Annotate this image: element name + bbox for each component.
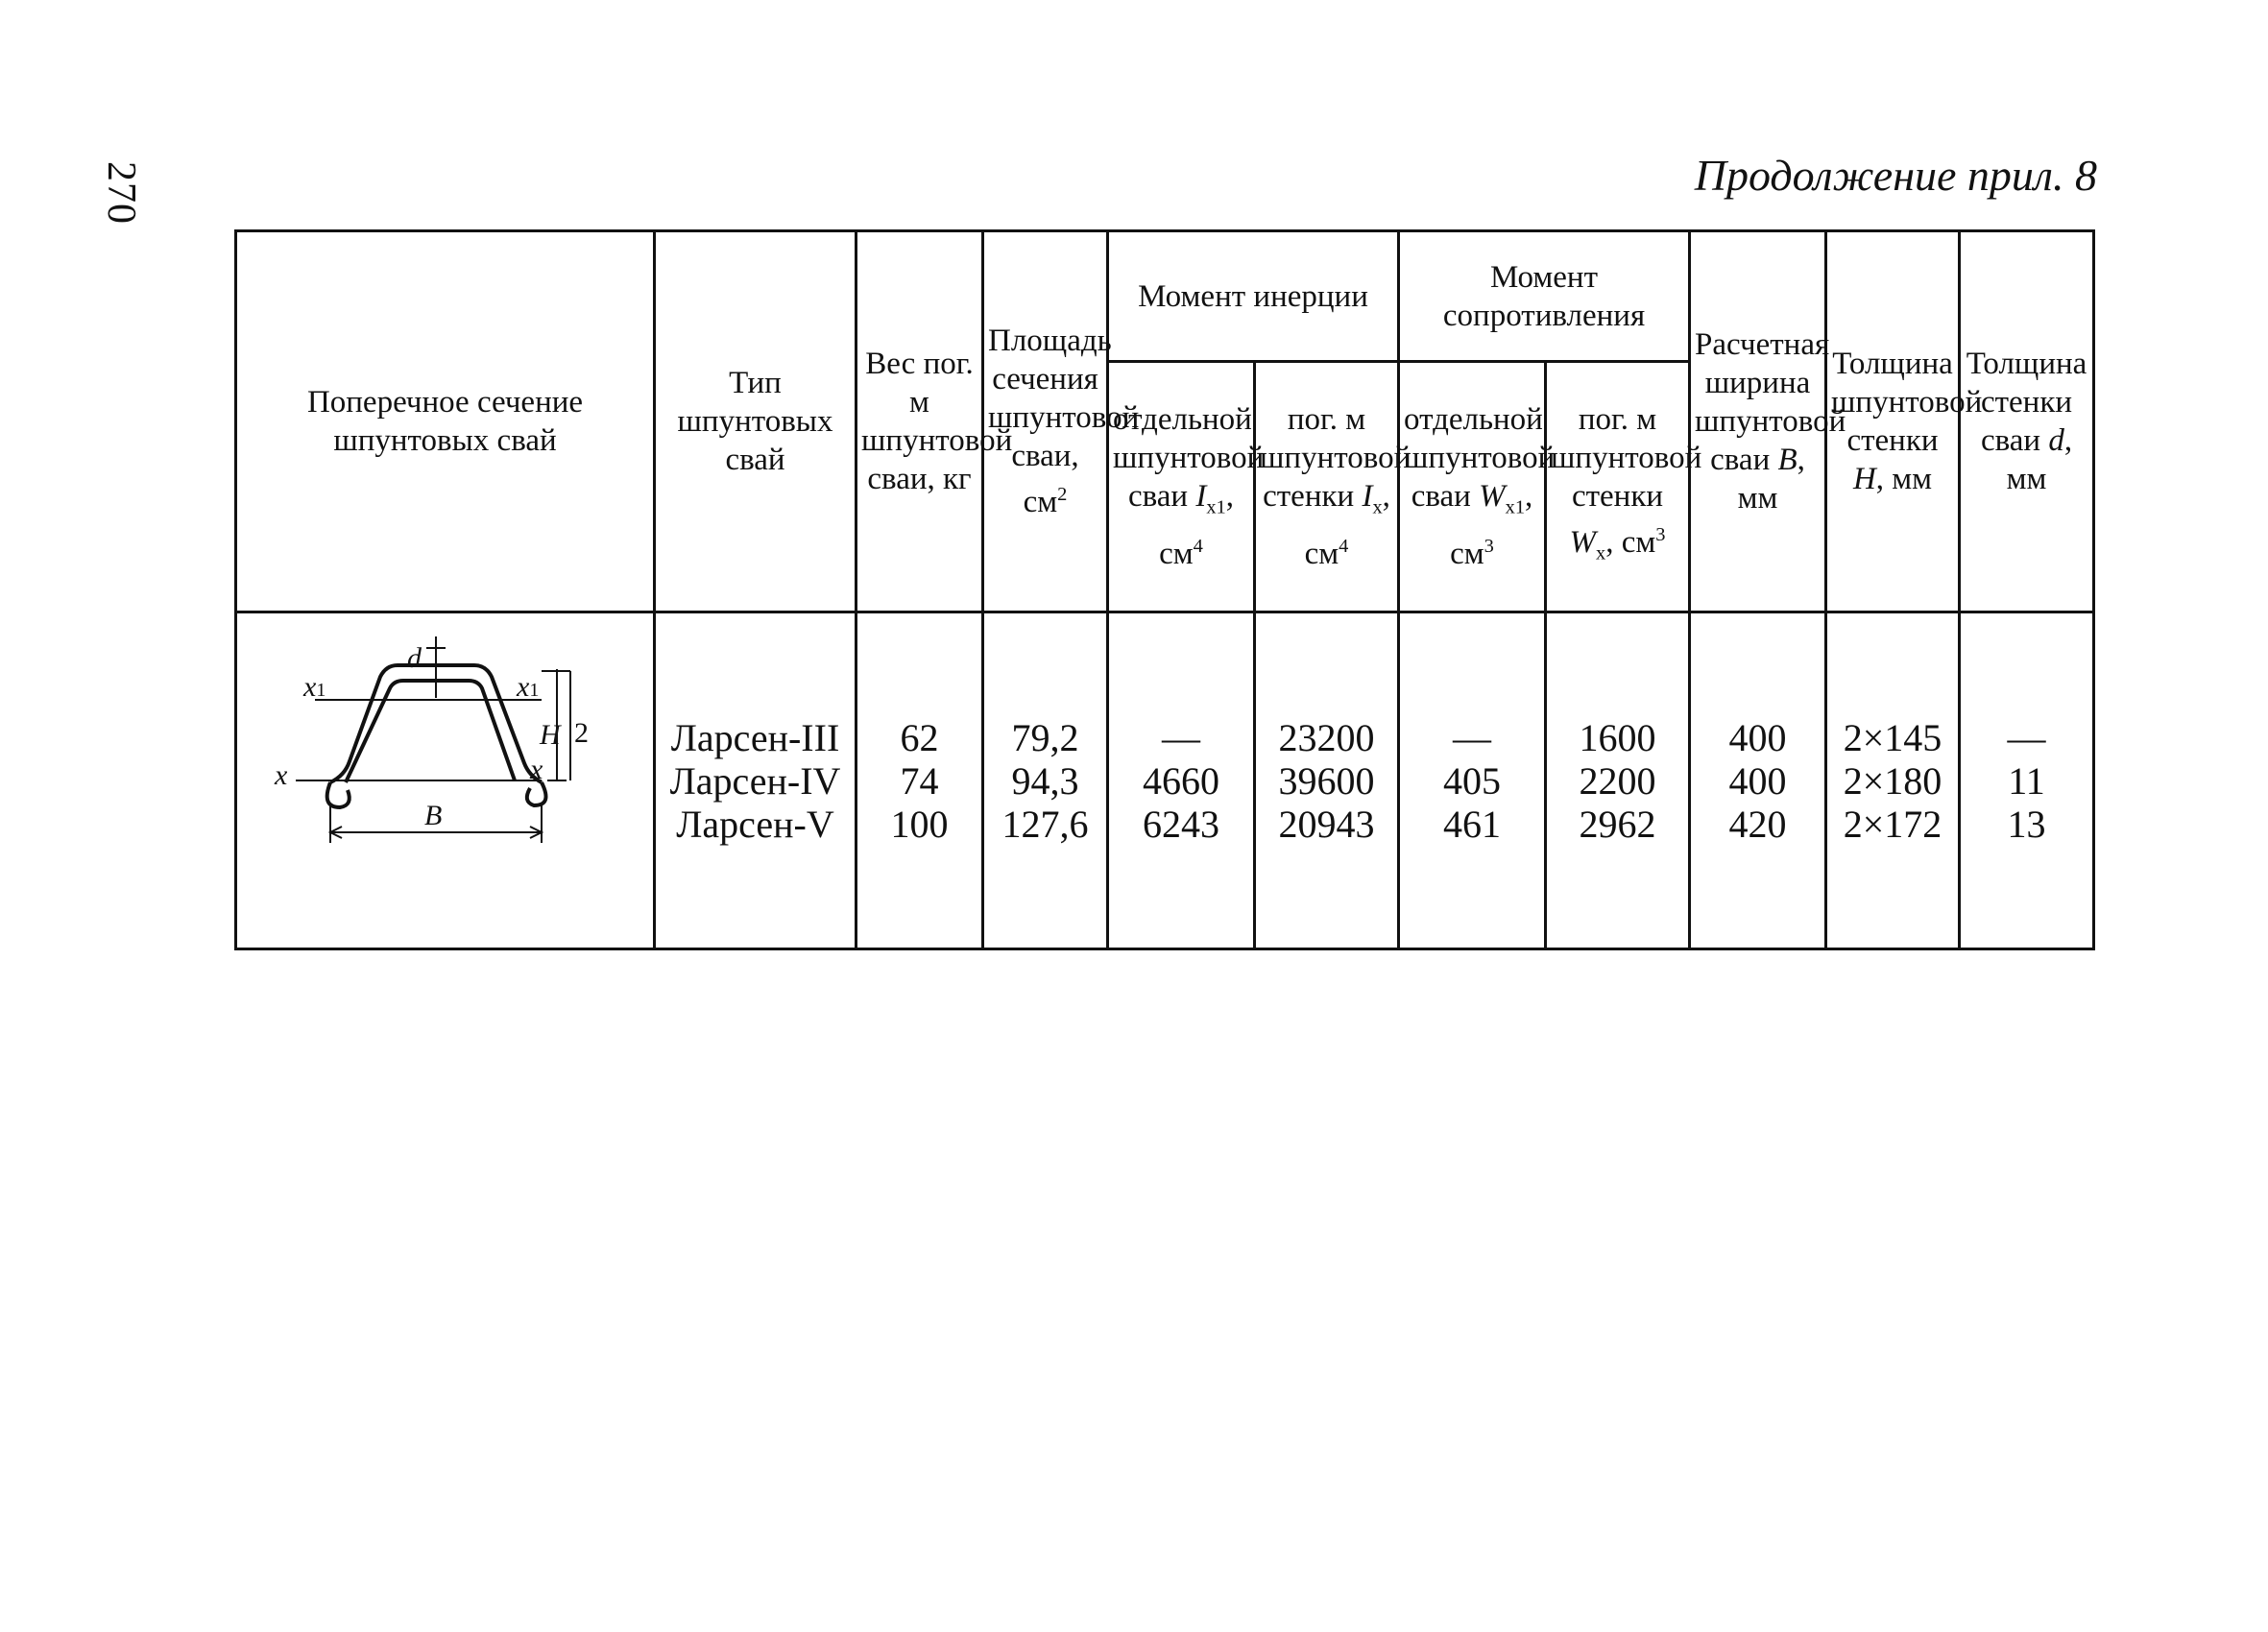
header-wall-thickness: Толщина шпунтовой стенки H, мм [1826,231,1960,612]
sheet-pile-cross-section-diagram [253,636,638,924]
diagram-label-two: 2 [573,717,589,749]
diagram-label-d: d [406,642,422,674]
diagram-label-h: H [539,719,561,751]
header-pile-type: Тип шпунтовых свай [655,231,857,612]
col-design-width: 400 400 420 [1690,612,1826,949]
diagram-label-x-right: x [529,754,543,785]
diagram-label-x1-right: x1 [516,671,539,703]
diagram-label-b: B [423,800,442,831]
col-wall-thickness: 2×145 2×180 2×172 [1826,612,1960,949]
header-design-width: Расчетная ширина шпунтовой сваи B, мм [1690,231,1826,612]
header-pile-wall-thickness: Толщина стенки сваи d, мм [1960,231,2094,612]
col-area: 79,2 94,3 127,6 [983,612,1108,949]
header-inertia-single: отдельной шпунтовой сваи $I_{x1}$, $см^4$ [1108,362,1255,612]
header-moment-inertia: Момент инерции [1108,231,1399,362]
header-moment-resistance: Момент сопротивления [1399,231,1690,362]
header-cross-section: Поперечное сечение шпунтовых свай [236,231,655,612]
header-area: Площадь сечения шпунтовой сваи, $см^2$ [983,231,1108,612]
header-resistance-single: отдельной шпунтовой сваи $W_{x1}$, $см^3$ [1399,362,1546,612]
col-resistance-wall: 1600 2200 2962 [1546,612,1690,949]
cross-section-diagram-cell [236,612,655,949]
header-resistance-wall: пог. м шпунтовой стенки $W_x$, $см^3$ [1546,362,1690,612]
col-weight: 62 74 100 [857,612,983,949]
header-weight: Вес пог. м шпунтовой сваи, кг [857,231,983,612]
sheet-pile-table [234,229,2095,950]
diagram-label-x-left: x [274,759,287,791]
page-caption: Продолжение прил. 8 [1694,151,2097,200]
col-pile-type: Ларсен-III Ларсен-IV Ларсен-V [655,612,857,949]
col-inertia-single: — 4660 6243 [1108,612,1255,949]
header-inertia-wall: пог. м шпунтовой стенки $I_x$, $см^4$ [1255,362,1399,612]
col-inertia-wall: 23200 39600 20943 [1255,612,1399,949]
diagram-label-x1-left: x1 [302,671,326,703]
col-resistance-single: — 405 461 [1399,612,1546,949]
page-number: 270 [99,161,143,225]
col-pile-wall-thickness: — 11 13 [1960,612,2094,949]
